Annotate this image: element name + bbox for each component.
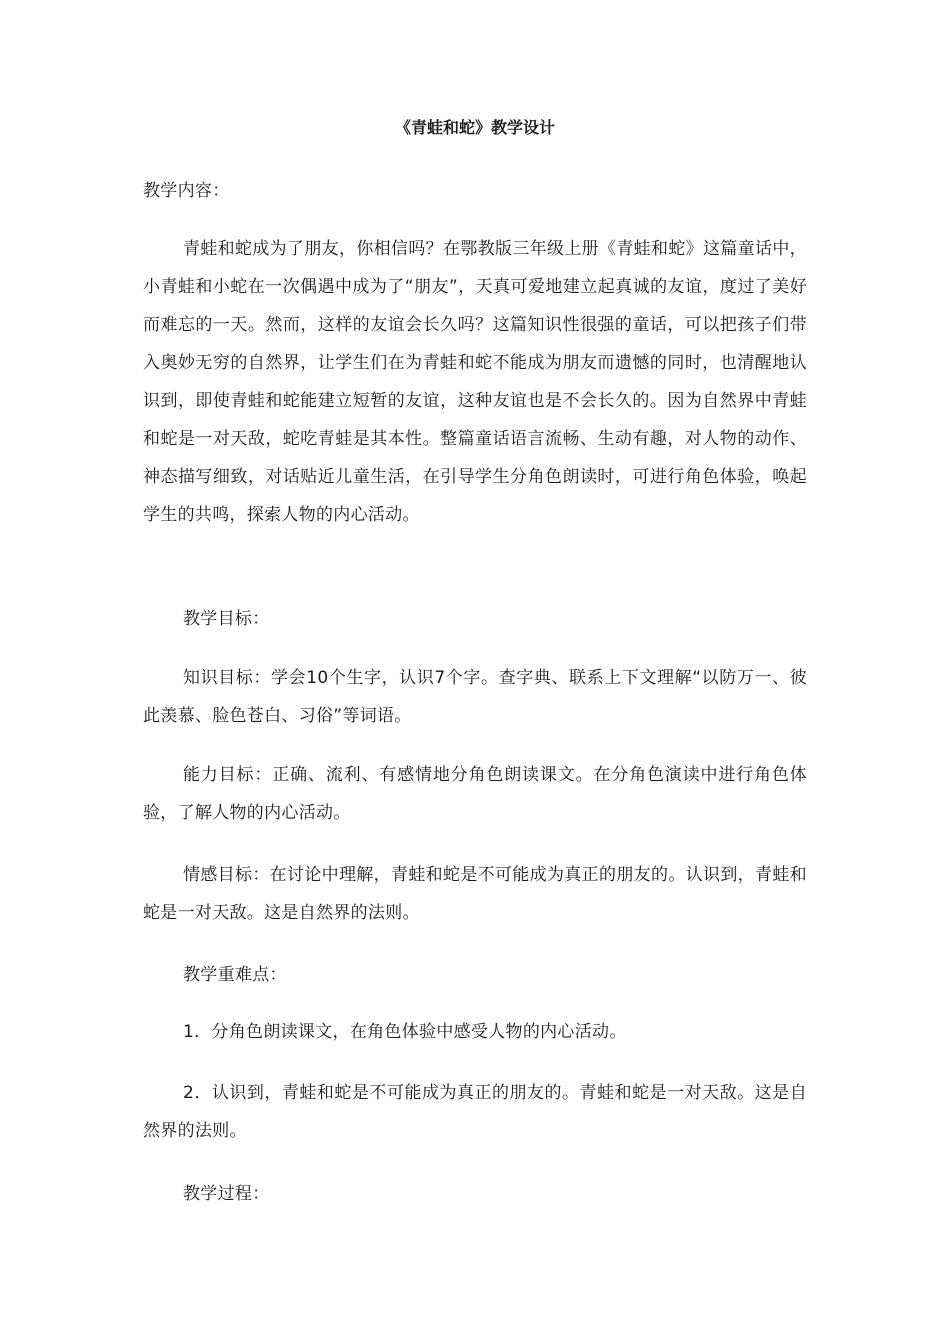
paragraph-goal-ability: 能力目标：正确、流利、有感情地分角色朗读课文。在分角色演读中进行角色体验，了解人物的内心活动。 [143, 765, 807, 823]
paragraph-goal-emotion: 情感目标：在讨论中理解，青蛙和蛇是不可能成为真正的朋友的。认识到，青蛙和蛇是一对天敌。这是自然界的法则。 [143, 865, 807, 923]
paragraph-content: 青蛙和蛇成为了朋友，你相信吗？在鄂教版三年级上册《青蛙和蛇》这篇童话中，小青蛙和小蛇在一次偶遇中成为了“朋友”，天真可爱地建立起真诚的友谊，度过了美好而难忘的一天。然而，这样的友谊会长久吗？这篇知识性很强的童话，可以把孩子们带入奥妙无穷的自然界，让学生们在为青蛙和蛇不能成为朋友而遗憾的同时，也清醒地认识到，即使青蛙和蛇能建立短暂的友谊，这种友谊也是不会长久的。因为自然界中青蛙和蛇是一对天敌，蛇吃青蛙是其本性。整篇童话语言流畅、生动有趣，对人物的动作、神态描写细致，对话贴近儿童生活，在引导学生分角色朗读时，可进行角色体验，唤起学生的共鸣，探索人物的内心活动。 [143, 239, 807, 525]
section-heading-process: 教学过程： [183, 1184, 270, 1204]
section-heading-goals: 教学目标： [183, 609, 270, 629]
paragraph-key-point-1: 1．分角色朗读课文，在角色体验中感受人物的内心活动。 [183, 1022, 627, 1042]
section-heading-key-points: 教学重难点： [183, 965, 287, 985]
document-title: 《青蛙和蛇》教学设计 [394, 118, 555, 137]
section-heading-content: 教学内容： [143, 181, 230, 201]
paragraph-key-point-2: 2．认识到，青蛙和蛇是不可能成为真正的朋友的。青蛙和蛇是一对天敌。这是自然界的法则。 [143, 1083, 807, 1141]
paragraph-goal-knowledge: 知识目标：学会10个生字，认识7个字。查字典、联系上下文理解“以防万一、彼此羡慕、脸色苍白、习俗”等词语。 [143, 668, 807, 726]
